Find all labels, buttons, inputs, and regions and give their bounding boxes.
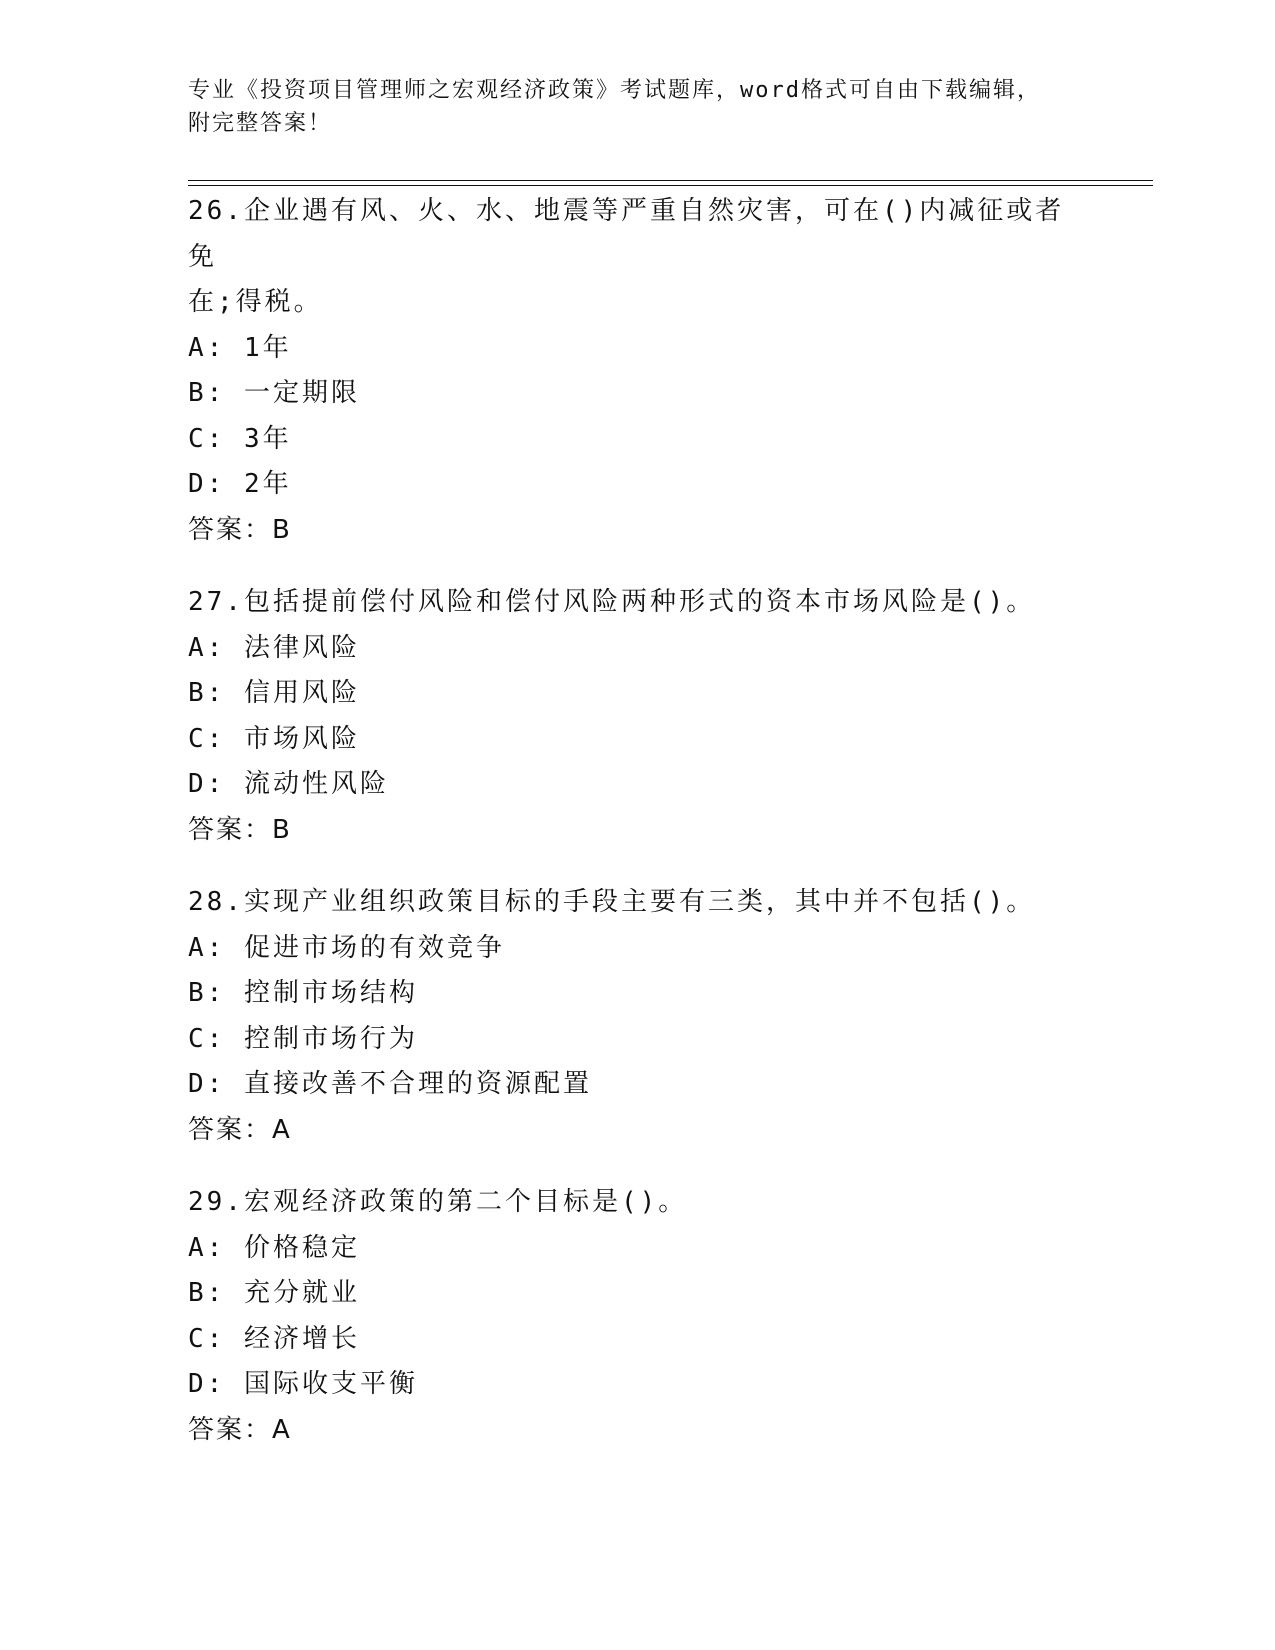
question-stem-continued: 在;得税。: [188, 287, 323, 317]
option-c: C: 控制市场行为: [188, 1023, 418, 1054]
question-28: [188, 880, 1088, 1153]
option-b: B: 充分就业: [188, 1278, 360, 1308]
option-a: A: 价格稳定: [188, 1232, 360, 1263]
option-a: A: 1年: [188, 332, 292, 363]
question-26: [188, 189, 1088, 553]
option-c: C: 经济增长: [188, 1323, 360, 1354]
question-27: [188, 580, 1088, 853]
answer: 答案：B: [188, 514, 292, 545]
question-stem: 26.企业遇有风、火、水、地震等严重自然灾害，可在()内减征或者免: [188, 196, 1065, 272]
option-d: D: 流动性风险: [188, 769, 389, 799]
document-header: [188, 74, 1088, 140]
answer: 答案：B: [188, 814, 292, 845]
header-divider-bottom: [188, 185, 1153, 186]
question-stem: 28.实现产业组织政策目标的手段主要有三类，其中并不包括()。: [188, 887, 1036, 917]
option-d: D: 国际收支平衡: [188, 1369, 418, 1399]
header-line-2: 附完整答案！: [188, 111, 333, 136]
option-c: C: 3年: [188, 423, 292, 454]
answer: 答案：A: [188, 1414, 292, 1445]
question-stem: 27.包括提前偿付风险和偿付风险两种形式的资本市场风险是()。: [188, 587, 1036, 617]
option-c: C: 市场风险: [188, 723, 360, 754]
header-divider-top: [188, 180, 1153, 181]
option-b: B: 一定期限: [188, 378, 360, 408]
option-a: A: 法律风险: [188, 632, 360, 663]
question-list: [188, 189, 1088, 1480]
option-b: B: 控制市场结构: [188, 978, 418, 1008]
option-d: D: 2年: [188, 469, 292, 499]
question-stem: 29.宏观经济政策的第二个目标是()。: [188, 1187, 688, 1217]
answer: 答案：A: [188, 1114, 292, 1145]
header-line-1: 专业《投资项目管理师之宏观经济政策》考试题库，word格式可自由下载编辑，: [188, 78, 1041, 103]
question-29: [188, 1180, 1088, 1453]
option-d: D: 直接改善不合理的资源配置: [188, 1069, 592, 1099]
option-b: B: 信用风险: [188, 678, 360, 708]
option-a: A: 促进市场的有效竞争: [188, 932, 505, 963]
